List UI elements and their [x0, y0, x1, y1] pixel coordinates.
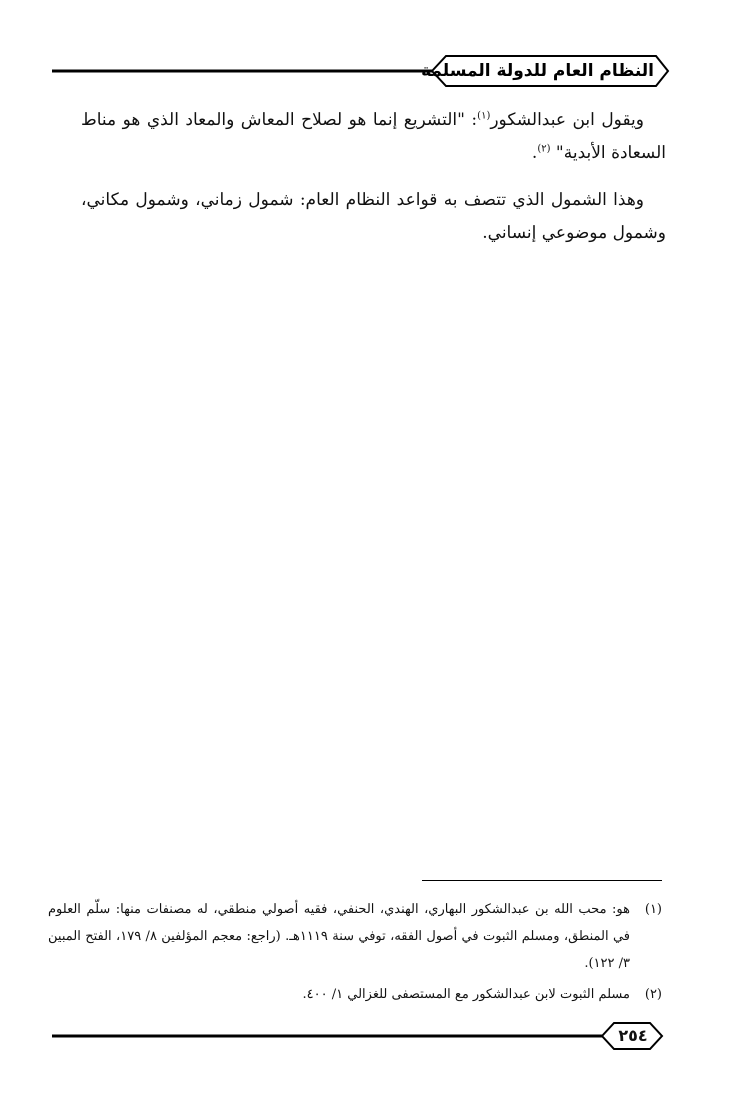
main-text	[81, 104, 666, 264]
paragraph-1-intro: ويقول ابن عبدالشكور	[490, 110, 644, 130]
footnote-2-text: مسلم الثبوت لابن عبدالشكور مع المستصفى للغزالي ١/ ٤٠٠.	[302, 987, 630, 1002]
paragraph-1-end: .	[531, 143, 538, 163]
footnotes	[48, 896, 662, 1012]
footer-frame-ornament	[52, 1018, 668, 1054]
footnote-separator	[422, 880, 662, 881]
page-footer	[52, 1018, 668, 1054]
footnote-1-text: هو: محب الله بن عبدالشكور البهاري، الهندي، الحنفي، فقيه أصولي منطقي، له مصنفات منها: سلّم العلوم في المنطق، ومسلم الثبوت في أصول الفقه، توفي سنة ١١١٩هـ. (راجع: معجم المؤلفين ٨/ ١٧٩، الفتح المبين ٣/ ١٢٢).	[48, 902, 631, 971]
footnote-2-number: (٢)	[644, 987, 662, 1002]
footnote-ref-1[interactable]: (١)	[477, 110, 491, 122]
header-title: النظام العام للدولة المسلمة	[421, 61, 654, 81]
page-number: ٢٥٤	[618, 1026, 648, 1045]
footnote-1-number: (١)	[644, 902, 662, 917]
paragraph-2: وهذا الشمول الذي تتصف به قواعد النظام العام: شمول زماني، وشمول مكاني، وشمول موضوعي إنساني.	[81, 190, 666, 243]
footnote-ref-2[interactable]: (٢)	[537, 143, 551, 155]
paragraph-1-quote: : "التشريع إنما هو لصلاح المعاش والمعاد الذي هو مناط السعادة الأبدية"	[81, 110, 666, 163]
paragraph-1	[81, 104, 666, 170]
footnote-1	[48, 896, 662, 977]
running-header	[52, 50, 670, 92]
footnote-2	[48, 981, 662, 1008]
